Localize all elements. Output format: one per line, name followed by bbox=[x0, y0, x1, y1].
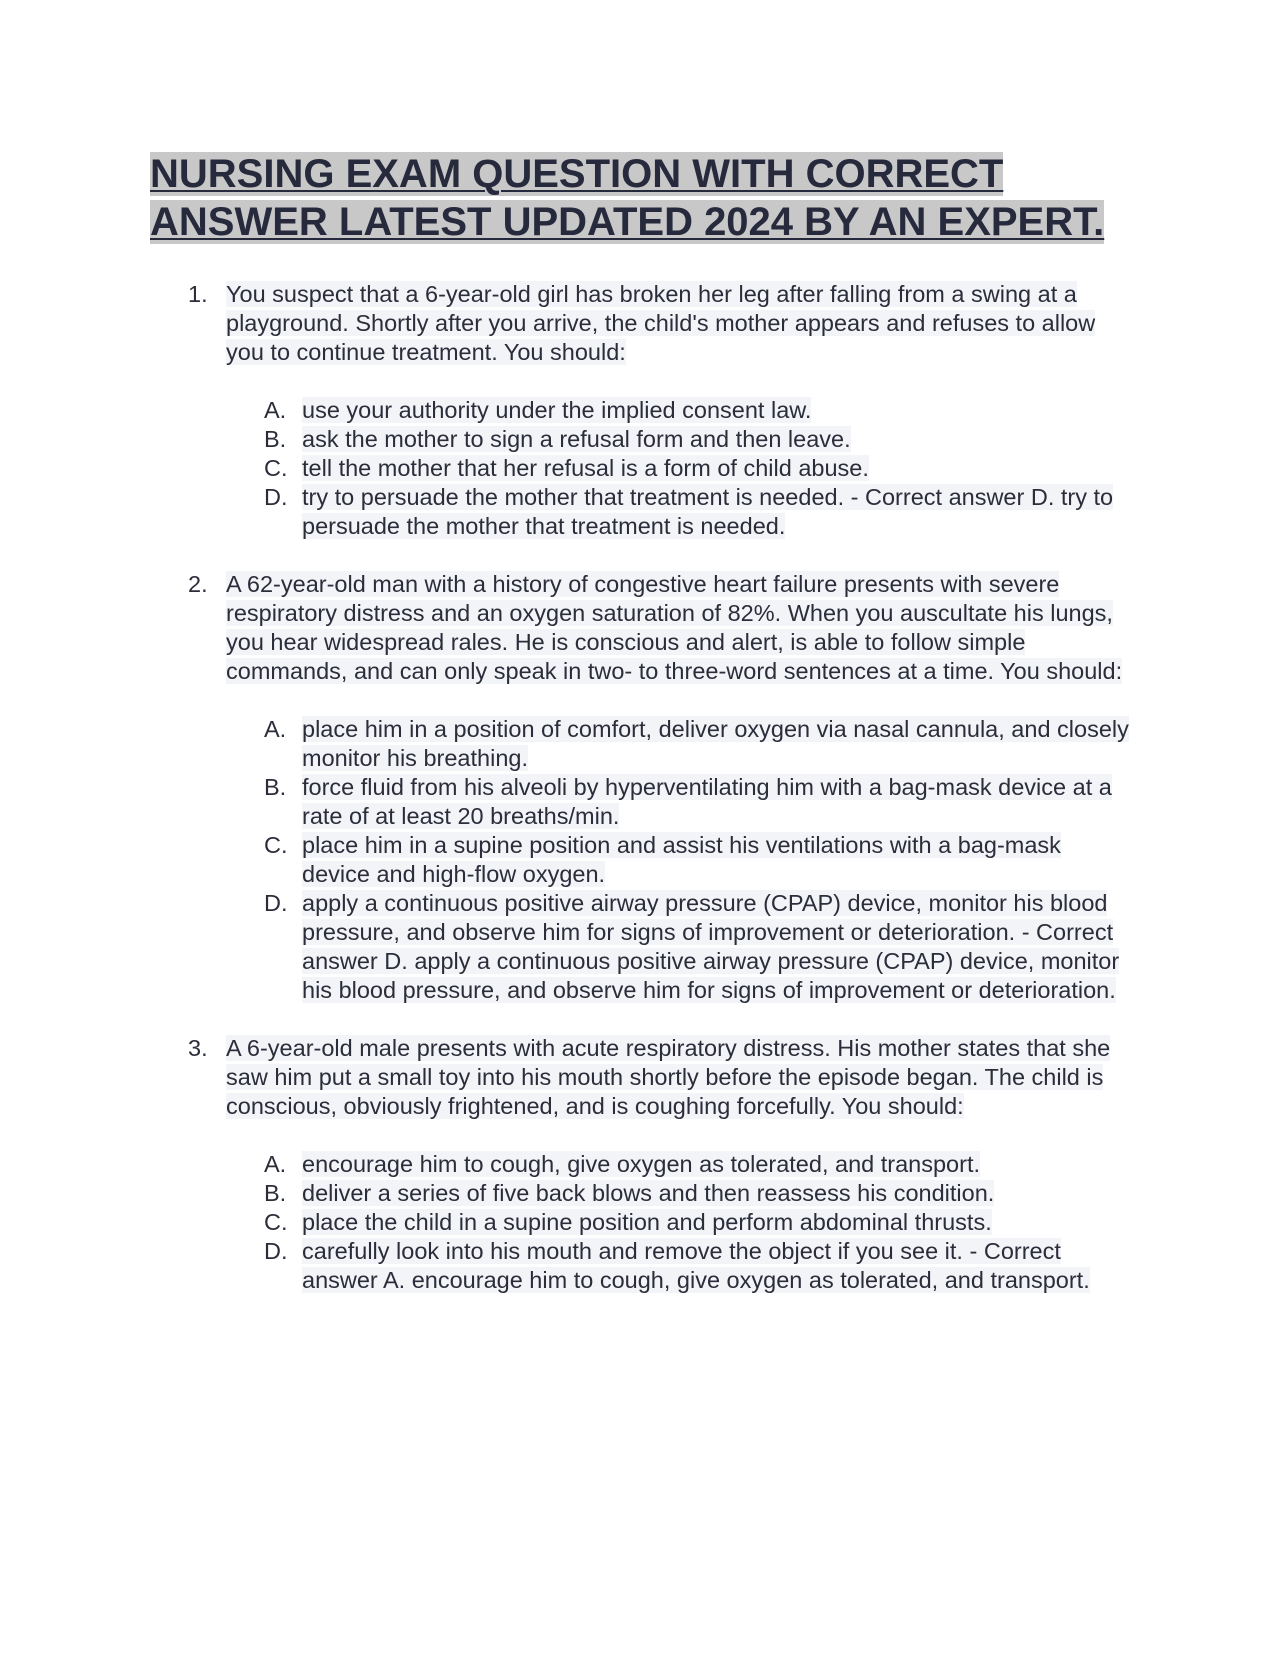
question-list bbox=[150, 280, 1130, 1295]
option-text-content: encourage him to cough, give oxygen as tolerated, and transport. bbox=[302, 1151, 981, 1177]
option-list bbox=[226, 1150, 1130, 1295]
option-letter: A. bbox=[264, 1151, 287, 1177]
option-item-b bbox=[226, 1179, 1130, 1208]
question-text bbox=[226, 280, 1130, 367]
question-number: 2. bbox=[188, 571, 208, 597]
option-item-a bbox=[226, 715, 1130, 773]
option-text-content: carefully look into his mouth and remove the object if you see it. - Correct answer A. encourage him to cough, give oxygen as tolerated, and transport. bbox=[302, 1238, 1090, 1293]
option-item-b bbox=[226, 773, 1130, 831]
option-text-content: use your authority under the implied consent law. bbox=[302, 397, 812, 423]
option-letter: A. bbox=[264, 716, 287, 742]
option-text-content: apply a continuous positive airway pressure (CPAP) device, monitor his blood pressure, and observe him for signs of improvement or deterioration. - Correct answer D. apply a continuous positive airway pressure (CPAP) device, monitor his blood pressure, and observe him for signs of improvement or deterioration. bbox=[302, 890, 1120, 1003]
option-text bbox=[302, 1151, 980, 1177]
option-item-d bbox=[226, 1237, 1130, 1295]
question-text-content: A 62-year-old man with a history of congestive heart failure presents with severe respiratory distress and an oxygen saturation of 82%. When you auscultate his lungs, you hear widespread rales. He is conscious and alert, is able to follow simple commands, and can only speak in two- to three-word sentences at a time. You should: bbox=[226, 571, 1123, 684]
document-title-text: NURSING EXAM QUESTION WITH CORRECT ANSWER LATEST UPDATED 2024 BY AN EXPERT. bbox=[150, 152, 1105, 244]
option-item-c bbox=[226, 831, 1130, 889]
option-text bbox=[302, 1238, 1090, 1293]
option-text-content: place the child in a supine position and perform abdominal thrusts. bbox=[302, 1209, 992, 1235]
option-text-content: place him in a supine position and assist his ventilations with a bag-mask device and high-flow oxygen. bbox=[302, 832, 1061, 887]
question-text-content: A 6-year-old male presents with acute respiratory distress. His mother states that she saw him put a small toy into his mouth shortly before the episode began. The child is conscious, obviously frightened, and is coughing forcefully. You should: bbox=[226, 1035, 1111, 1119]
option-item-d bbox=[226, 889, 1130, 1005]
option-letter: A. bbox=[264, 397, 287, 423]
option-letter: B. bbox=[264, 1180, 287, 1206]
question-text-content: You suspect that a 6-year-old girl has broken her leg after falling from a swing at a playground. Shortly after you arrive, the child's mother appears and refuses to allow you to continue treatment. You should: bbox=[226, 281, 1096, 365]
option-text bbox=[302, 832, 1061, 887]
option-item-b bbox=[226, 425, 1130, 454]
option-text bbox=[302, 455, 869, 481]
option-text-content: deliver a series of five back blows and then reassess his condition. bbox=[302, 1180, 995, 1206]
option-text-content: place him in a position of comfort, deliver oxygen via nasal cannula, and closely monitor his breathing. bbox=[302, 716, 1129, 771]
option-text-content: try to persuade the mother that treatment is needed. - Correct answer D. try to persuade the mother that treatment is needed. bbox=[302, 484, 1114, 539]
option-item-c bbox=[226, 1208, 1130, 1237]
document-title bbox=[150, 150, 1130, 246]
question-number: 3. bbox=[188, 1035, 208, 1061]
option-text bbox=[302, 890, 1119, 1003]
option-text bbox=[302, 1180, 994, 1206]
question-item-2 bbox=[150, 570, 1130, 1005]
question-text bbox=[226, 570, 1130, 686]
option-text bbox=[302, 397, 811, 423]
option-text-content: tell the mother that her refusal is a form of child abuse. bbox=[302, 455, 869, 481]
option-letter: C. bbox=[264, 1209, 288, 1235]
option-text-content: force fluid from his alveoli by hyperventilating him with a bag-mask device at a rate of at least 20 breaths/min. bbox=[302, 774, 1112, 829]
question-item-3 bbox=[150, 1034, 1130, 1295]
question-item-1 bbox=[150, 280, 1130, 541]
option-letter: D. bbox=[264, 484, 288, 510]
option-text bbox=[302, 774, 1112, 829]
option-text bbox=[302, 426, 851, 452]
option-letter: C. bbox=[264, 832, 288, 858]
option-item-a bbox=[226, 396, 1130, 425]
option-item-d bbox=[226, 483, 1130, 541]
document-page bbox=[150, 150, 1130, 1324]
option-text bbox=[302, 716, 1129, 771]
option-letter: C. bbox=[264, 455, 288, 481]
question-text bbox=[226, 1034, 1130, 1121]
option-letter: D. bbox=[264, 1238, 288, 1264]
option-text-content: ask the mother to sign a refusal form and then leave. bbox=[302, 426, 851, 452]
option-list bbox=[226, 396, 1130, 541]
option-text bbox=[302, 1209, 992, 1235]
option-letter: B. bbox=[264, 426, 287, 452]
option-item-c bbox=[226, 454, 1130, 483]
option-letter: D. bbox=[264, 890, 288, 916]
option-letter: B. bbox=[264, 774, 287, 800]
option-text bbox=[302, 484, 1113, 539]
question-number: 1. bbox=[188, 281, 208, 307]
option-item-a bbox=[226, 1150, 1130, 1179]
option-list bbox=[226, 715, 1130, 1005]
